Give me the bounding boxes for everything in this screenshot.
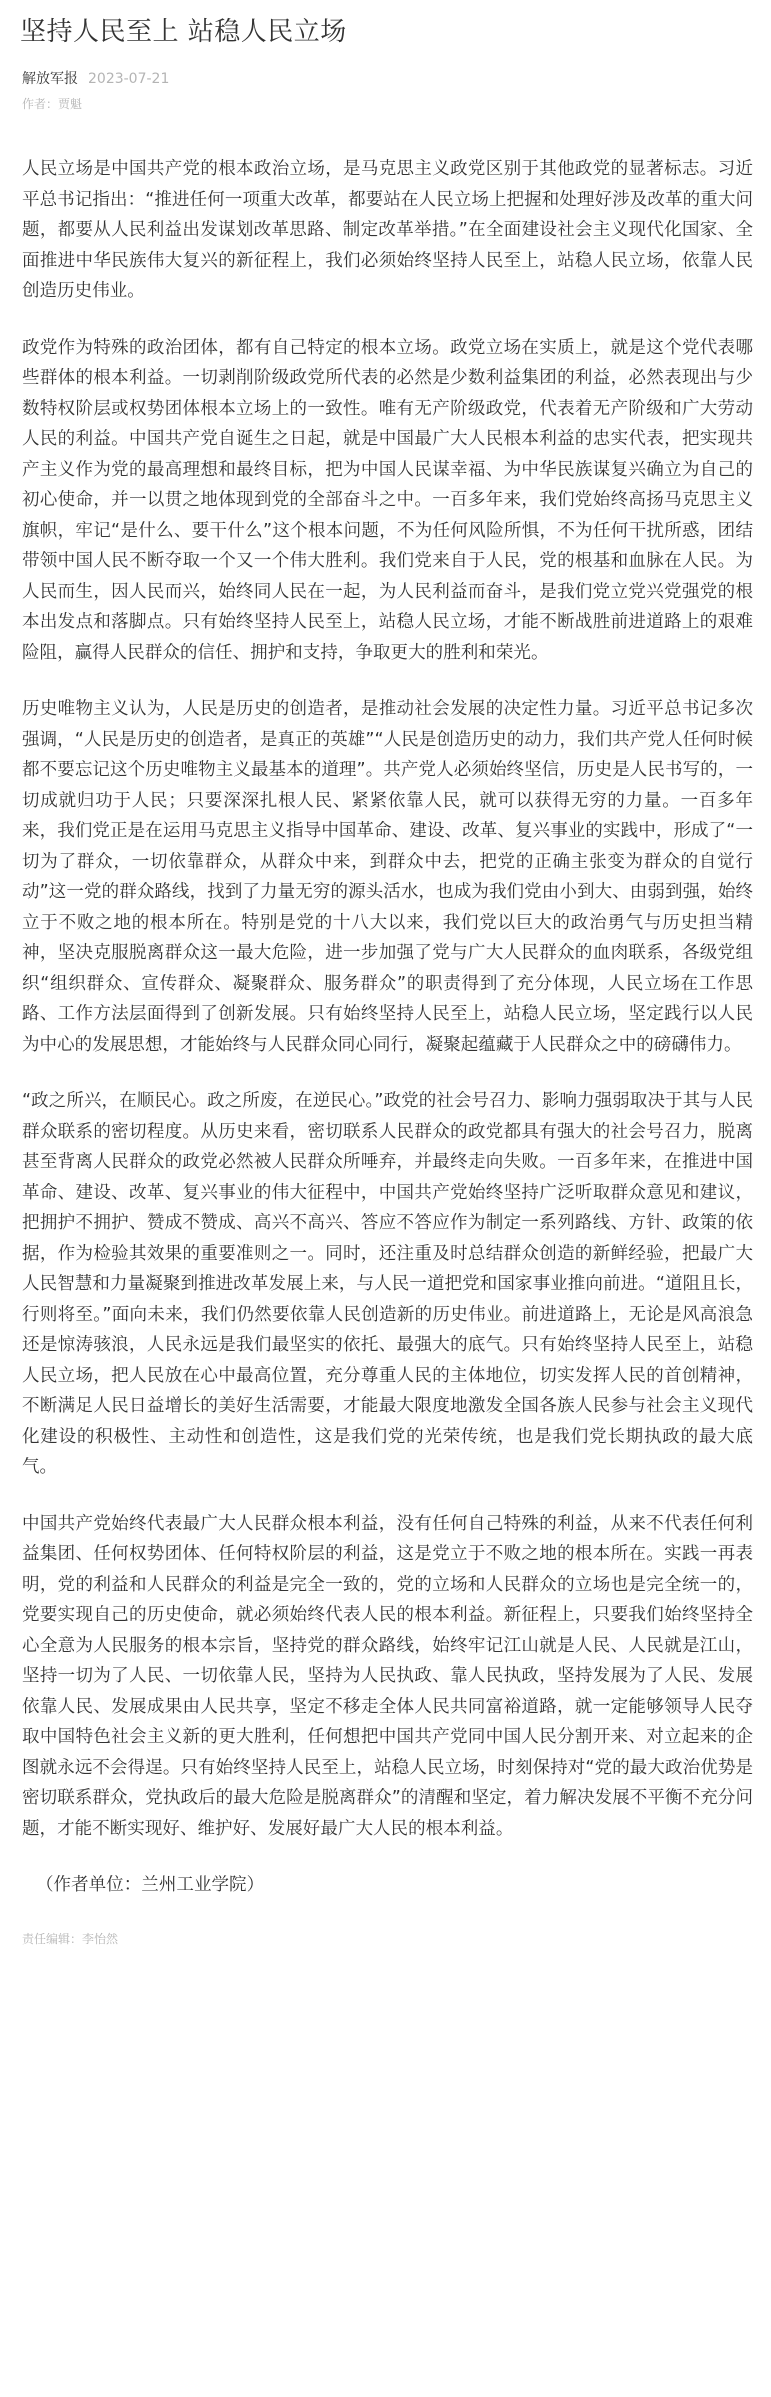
article-paragraph: 中国共产党始终代表最广大人民群众根本利益，没有任何自己特殊的利益，从来不代表任何利益集团、任何权势团体、任何特权阶层的利益，这是党立于不败之地的根本所在。实践一再表明，党的利益和人民群众的利益是完全一致的，党的立场和人民群众的立场也是完全统一的，党要实现自己的历史使命，就必须始终代表人民的根本利益。新征程上，只要我们始终坚持全心全意为人民服务的根本宗旨，坚持党的群众路线，始终牢记江山就是人民、人民就是江山，坚持一切为了人民、一切依靠人民，坚持为人民执政、靠人民执政，坚持发展为了人民、发展依靠人民、发展成果由人民共享，坚定不移走全体人民共同富裕道路，就一定能够领导人民夺取中国特色社会主义新的更大胜利，任何想把中国共产党同中国人民分割开来、对立起来的企图就永远不会得逞。只有始终坚持人民至上，站稳人民立场，时刻保持对“党的最大政治优势是密切联系群众，党执政后的最大危险是脱离群众”的清醒和坚定，着力解决发展不平衡不充分问题，才能不断实现好、维护好、发展好最广大人民的根本利益。 bbox=[22, 1513, 753, 1839]
article-paragraph: 人民立场是中国共产党的根本政治立场，是马克思主义政党区别于其他政党的显著标志。习近平总书记指出：“推进任何一项重大改革，都要站在人民立场上把握和处理好涉及改革的重大问题，都要从人民利益出发谋划改革思路、制定改革举措。”在全面建设社会主义现代化国家、全面推进中华民族伟大复兴的新征程上，我们必须始终坚持人民至上，站稳人民立场，依靠人民创造历史伟业。 bbox=[22, 159, 753, 301]
publish-date: 2023-07-21 bbox=[88, 71, 170, 87]
article-meta bbox=[22, 70, 755, 88]
article-paragraph: “政之所兴，在顺民心。政之所废，在逆民心。”政党的社会号召力、影响力强弱取决于其与人民群众联系的密切程度。从历史来看，密切联系人民群众的政党都具有强大的社会号召力，脱离甚至背离人民群众的政党必然被人民群众所唾弃，并最终走向失败。一百多年来，在推进中国革命、建设、改革、复兴事业的伟大征程中，中国共产党始终坚持广泛听取群众意见和建议，把拥护不拥护、赞成不赞成、高兴不高兴、答应不答应作为制定一系列路线、方针、政策的依据，作为检验其效果的重要准则之一。同时，还注重及时总结群众创造的新鲜经验，把最广大人民智慧和力量凝聚到推进改革发展上来，与人民一道把党和国家事业推向前进。“道阻且长，行则将至。”面向未来，我们仍然要依靠人民创造新的历史伟业。前进道路上，无论是风高浪急还是惊涛骇浪，人民永远是我们最坚实的依托、最强大的底气。只有始终坚持人民至上，站稳人民立场，把人民放在心中最高位置，充分尊重人民的主体地位，切实发挥人民的首创精神，不断满足人民日益增长的美好生活需要，才能最大限度地激发全国各族人民参与社会主义现代化建设的积极性、主动性和创造性，这是我们党的光荣传统，也是我们党长期执政的最大底气。 bbox=[22, 1091, 753, 1477]
article-title: 坚持人民至上 站稳人民立场 bbox=[20, 17, 347, 47]
author-unit: （作者单位：兰州工业学院） bbox=[36, 1875, 265, 1895]
source-link[interactable]: 解放军报 bbox=[22, 71, 78, 87]
article-paragraph: 政党作为特殊的政治团体，都有自己特定的根本立场。政党立场在实质上，就是这个党代表哪些群体的根本利益。一切剥削阶级政党所代表的必然是少数利益集团的利益，必然表现出与少数特权阶层或权势团体根本立场上的一致性。唯有无产阶级政党，代表着无产阶级和广大劳动人民的利益。中国共产党自诞生之日起，就是中国最广大人民根本利益的忠实代表，把实现共产主义作为党的最高理想和最终目标，把为中国人民谋幸福、为中华民族谋复兴确立为自己的初心使命，并一以贯之地体现到党的全部奋斗之中。一百多年来，我们党始终高扬马克思主义旗帜，牢记“是什么、要干什么”这个根本问题，不为任何风险所惧，不为任何干扰所惑，团结带领中国人民不断夺取一个又一个伟大胜利。我们党来自于人民，党的根基和血脉在人民。为人民而生，因人民而兴，始终同人民在一起，为人民利益而奋斗，是我们党立党兴党强党的根本出发点和落脚点。只有始终坚持人民至上，站稳人民立场，才能不断战胜前进道路上的艰难险阻，赢得人民群众的信任、拥护和支持，争取更大的胜利和荣光。 bbox=[22, 337, 753, 663]
article-author: 作者：贾魁 bbox=[22, 97, 83, 111]
article-body bbox=[16, 154, 755, 1901]
responsible-editor: 责任编辑：李怡然 bbox=[22, 1931, 119, 1946]
article-paragraph: 历史唯物主义认为，人民是历史的创造者，是推动社会发展的决定性力量。习近平总书记多次强调，“人民是历史的创造者，是真正的英雄”“人民是创造历史的动力，我们共产党人任何时候都不要忘记这个历史唯物主义最基本的道理”。共产党人必须始终坚信，历史是人民书写的，一切成就归功于人民；只要深深扎根人民、紧紧依靠人民，就可以获得无穷的力量。一百多年来，我们党正是在运用马克思主义指导中国革命、建设、改革、复兴事业的实践中，形成了“一切为了群众，一切依靠群众，从群众中来，到群众中去，把党的正确主张变为群众的自觉行动”这一党的群众路线，找到了力量无穷的源头活水，也成为我们党由小到大、由弱到强，始终立于不败之地的根本所在。特别是党的十八大以来，我们党以巨大的政治勇气与历史担当精神，坚决克服脱离群众这一最大危险，进一步加强了党与广大人民群众的血肉联系，各级党组织“组织群众、宣传群众、凝聚群众、服务群众”的职责得到了充分体现，人民立场在工作思路、工作方法层面得到了创新发展。只有始终坚持人民至上，站稳人民立场，坚定践行以人民为中心的发展思想，才能始终与人民群众同心同行，凝聚起蕴藏于人民群众之中的磅礴伟力。 bbox=[22, 699, 753, 1055]
